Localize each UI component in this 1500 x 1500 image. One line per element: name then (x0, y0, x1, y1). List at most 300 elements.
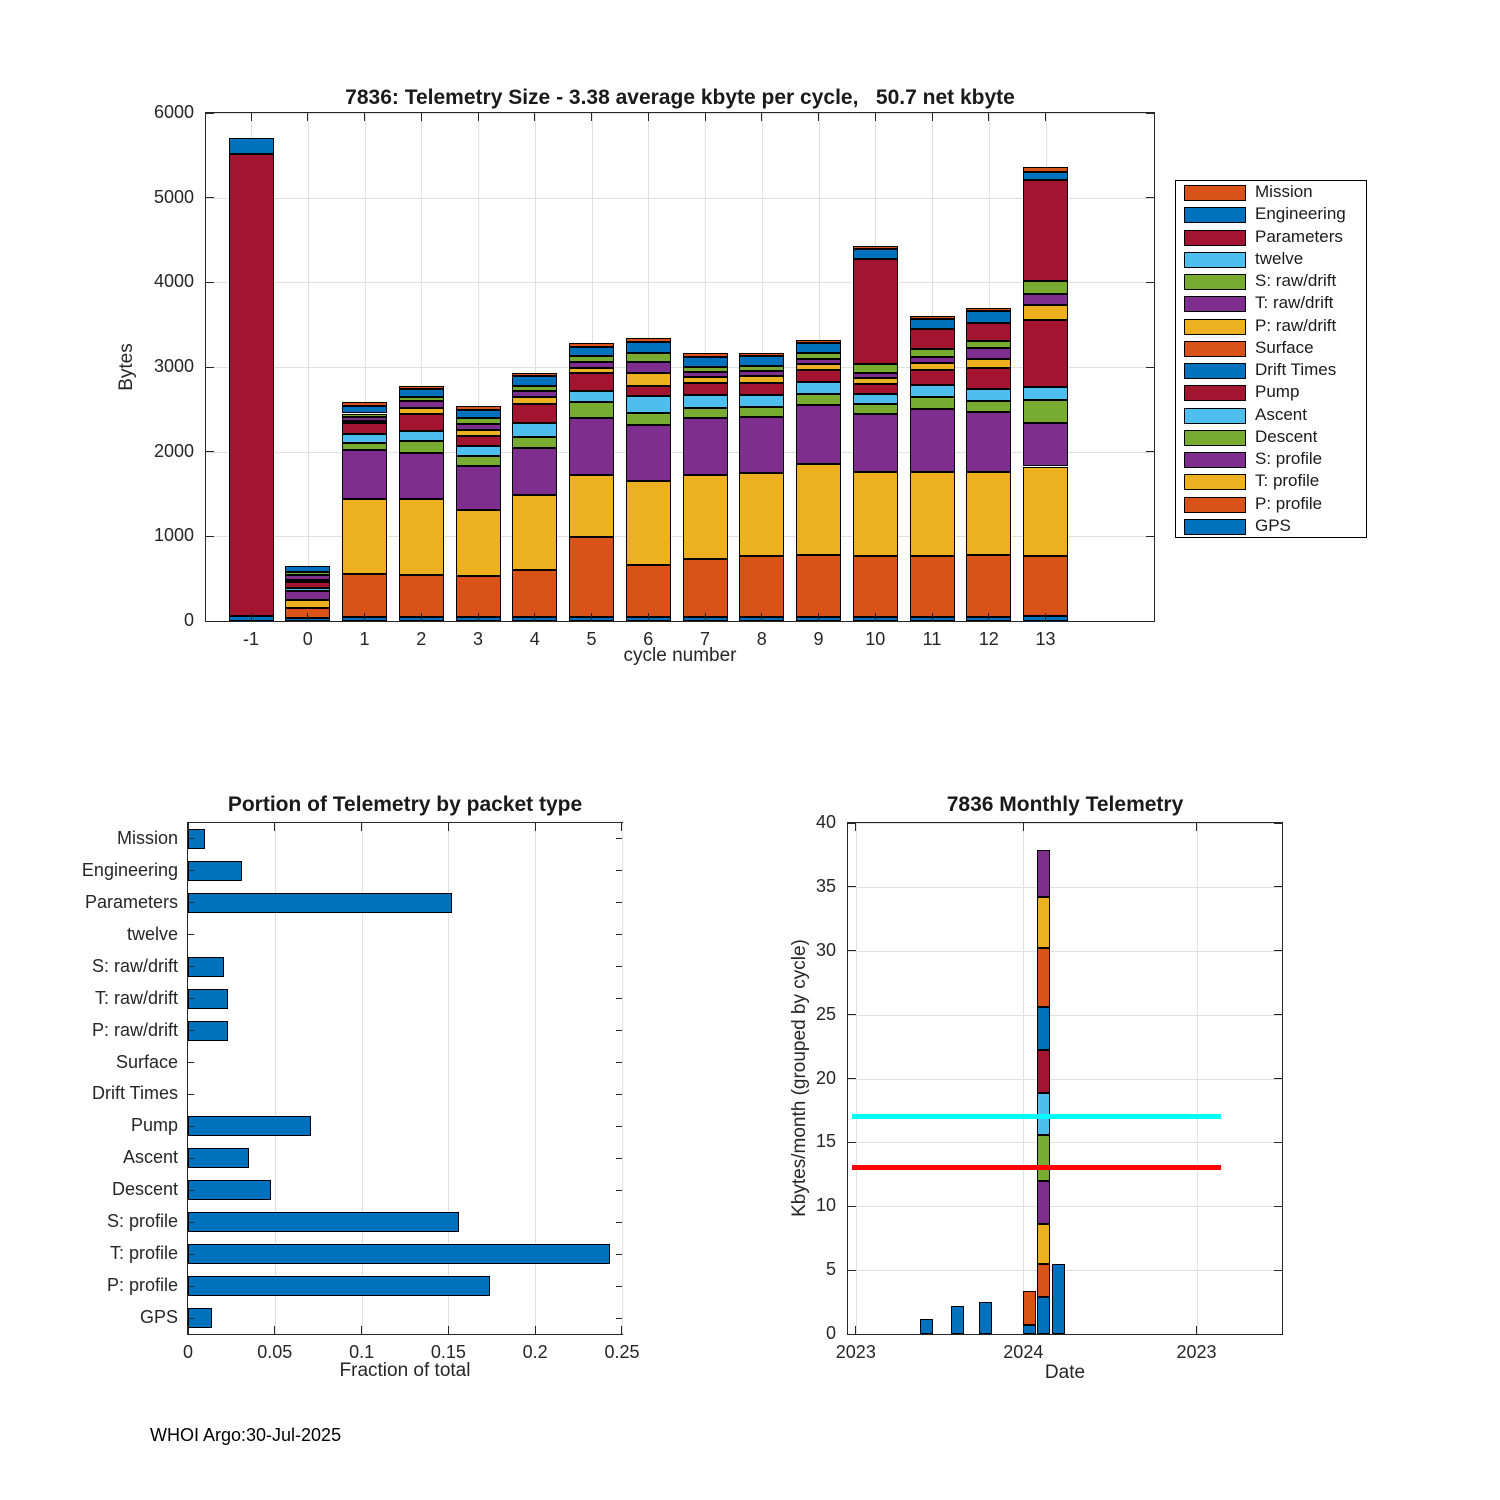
bar-segment-s-raw-drift (853, 364, 898, 372)
bar-segment-t-raw-drift (853, 373, 898, 378)
bar-segment-descent (910, 397, 955, 409)
bar-segment-descent (399, 441, 444, 454)
axis-tick (1045, 113, 1046, 121)
axis-tick (188, 823, 189, 831)
grid-line-y (848, 1079, 1282, 1080)
legend-entry (1176, 227, 1366, 249)
bar-segment-s-profile (569, 418, 614, 474)
monthly-bar-segment-gold (1037, 897, 1050, 948)
axis-tick (848, 1014, 856, 1015)
axis-tick (932, 613, 933, 621)
bar-segment-p-profile (853, 556, 898, 616)
legend-label: S: profile (1255, 449, 1323, 468)
bar-segment-s-profile (285, 591, 330, 600)
hbar-engineering (188, 861, 242, 881)
monthly-bar-segment-blue (920, 1319, 933, 1334)
bar-segment-descent (626, 413, 671, 425)
monthly-bar-segment-blue (1052, 1264, 1065, 1334)
axis-tick (188, 1158, 194, 1159)
bar-segment-s-profile (739, 417, 784, 472)
bar-segment-t-raw-drift (683, 372, 728, 377)
bar-segment-s-raw-drift (910, 349, 955, 357)
bar-segment-s-raw-drift (626, 353, 671, 361)
x-tick-label: 0 (182, 1342, 193, 1362)
bar-segment-mission (456, 406, 501, 409)
bar-segment-mission (342, 402, 387, 406)
bar-segment-engineering (399, 389, 444, 397)
axis-tick (361, 1326, 362, 1334)
category-label: Engineering (81, 859, 178, 880)
bar-segment-s-profile (456, 466, 501, 510)
bar-segment-p-profile (512, 570, 557, 617)
axis-tick (188, 838, 194, 839)
axis-tick (206, 197, 214, 198)
axis-tick (848, 1206, 856, 1207)
monthly-bar-segment-purple (1037, 850, 1050, 897)
bar-segment-engineering (456, 410, 501, 419)
axis-tick (188, 870, 194, 871)
bar-segment-t-raw-drift (285, 575, 330, 579)
bar-segment-pump (683, 383, 728, 395)
y-tick-label: 6000 (153, 102, 194, 122)
bar-segment-ascent (626, 396, 671, 413)
bar-segment-pump (569, 373, 614, 391)
axis-tick (616, 998, 622, 999)
bar-segment-p-profile (910, 556, 955, 617)
axis-tick (616, 1190, 622, 1191)
bar-segment-p-profile (739, 556, 784, 616)
axis-tick (421, 113, 422, 121)
axis-tick (616, 1286, 622, 1287)
category-label: GPS (139, 1307, 178, 1328)
bar-segment-t-raw-drift (342, 417, 387, 421)
bar-segment-ascent (683, 395, 728, 408)
axis-tick (1146, 113, 1154, 114)
bar-segment-s-profile (342, 450, 387, 499)
x-tick-label: 8 (756, 629, 767, 649)
x-axis-label-date: Date (1044, 1362, 1086, 1383)
legend-entry (1176, 271, 1366, 293)
monthly-bar-segment-blue (1023, 1325, 1036, 1334)
bar-segment-pump (399, 414, 444, 431)
bar-segment-descent (966, 401, 1011, 413)
bar-segment-p-profile (342, 574, 387, 617)
legend-label: P: profile (1255, 493, 1323, 513)
bar-segment-parameters (1023, 180, 1068, 281)
legend-entry (1176, 494, 1366, 516)
bar-segment-ascent (910, 385, 955, 397)
legend-entry (1176, 249, 1366, 271)
bar-segment-t-raw-drift (966, 348, 1011, 360)
x-tick-label: 1 (359, 629, 370, 649)
x-tick-label: 0 (302, 629, 313, 649)
bar-segment-descent (342, 443, 387, 450)
y-tick-label: 0 (825, 1323, 836, 1343)
bar-segment-pump (966, 368, 1011, 389)
y-axis-label-bytes: Bytes (116, 343, 137, 391)
bar-segment-s-profile (683, 418, 728, 474)
axis-tick (188, 1254, 194, 1255)
hbar-descent (188, 1180, 271, 1200)
legend-swatch-green (1184, 430, 1246, 446)
legend-label: S: raw/drift (1255, 271, 1337, 290)
axis-tick (761, 613, 762, 621)
bar-segment-descent (1023, 400, 1068, 423)
bar-segment-s-profile (966, 412, 1011, 472)
x-tick-label: 13 (1035, 629, 1056, 649)
grid-line-y (206, 198, 1154, 199)
bar-segment-mission (399, 386, 444, 390)
bar-segment-mission (910, 316, 955, 319)
bar-segment-s-profile (796, 405, 841, 464)
category-label: P: raw/drift (91, 1019, 178, 1040)
axis-tick (1196, 1326, 1197, 1334)
x-tick-label: 7 (699, 629, 710, 649)
grid-line-y (848, 1015, 1282, 1016)
axis-tick (616, 1094, 622, 1095)
bar-segment-pump (910, 370, 955, 385)
bar-segment-t-raw-drift (512, 391, 557, 397)
category-label: T: raw/drift (94, 987, 178, 1008)
legend-swatch-blue (1184, 207, 1246, 223)
legend-swatch-gold (1184, 319, 1246, 335)
legend-label: Mission (1255, 182, 1313, 201)
legend-swatch-gold (1184, 474, 1246, 490)
axis-tick (616, 1318, 622, 1319)
y-tick-label: 40 (815, 812, 836, 832)
bar-segment-parameters (229, 154, 274, 616)
legend-swatch-darkred (1184, 230, 1246, 246)
bar-segment-engineering (285, 566, 330, 572)
axis-tick (448, 1326, 449, 1334)
bar-segment-descent (796, 394, 841, 405)
bar-segment-t-profile (399, 499, 444, 575)
axis-tick (535, 823, 536, 831)
legend-entry (1176, 338, 1366, 360)
bar-segment-t-profile (739, 473, 784, 557)
bar-segment-s-raw-drift (456, 418, 501, 424)
legend-entry (1176, 449, 1366, 471)
monthly-bar-segment-blue (951, 1306, 964, 1334)
axis-tick (1274, 823, 1282, 824)
bar-segment-t-raw-drift (456, 424, 501, 430)
legend-entry (1176, 382, 1366, 404)
bar-segment-s-raw-drift (512, 386, 557, 391)
x-tick-label: 0.05 (257, 1342, 293, 1362)
bar-segment-p-raw-drift (569, 368, 614, 374)
bar-segment-t-profile (569, 475, 614, 538)
axis-tick (616, 1222, 622, 1223)
monthly-bar-segment-blue (979, 1302, 992, 1334)
bar-segment-t-profile (910, 472, 955, 556)
axis-tick (1274, 1142, 1282, 1143)
legend-label: T: raw/drift (1255, 293, 1334, 313)
legend-swatch-lightblue (1184, 408, 1246, 424)
y-tick-label: 2000 (153, 440, 194, 461)
axis-tick (206, 451, 214, 452)
bar-segment-mission (966, 308, 1011, 311)
chart-title-portion: Portion of Telemetry by packet type (227, 793, 583, 816)
bar-segment-p-raw-drift (626, 373, 671, 386)
legend-entry (1176, 182, 1366, 204)
monthly-bar-segment-purple (1037, 1181, 1050, 1224)
monthly-bar-segment-gold (1037, 1224, 1050, 1264)
axis-tick (188, 1094, 194, 1095)
x-tick-label: -1 (242, 629, 259, 649)
bar-segment-ascent (853, 394, 898, 404)
bar-segment-pump (853, 384, 898, 394)
axis-tick (848, 950, 856, 951)
bar-segment-s-raw-drift (285, 572, 330, 576)
axis-tick (616, 934, 622, 935)
legend-entry (1176, 471, 1366, 493)
bar-segment-s-profile (512, 448, 557, 494)
bar-segment-ascent (399, 431, 444, 441)
legend-entry (1176, 516, 1366, 538)
category-label: Mission (116, 827, 178, 848)
bar-segment-parameters (966, 323, 1011, 342)
bar-segment-s-raw-drift (569, 356, 614, 362)
monthly-bar-segment-orange (1023, 1291, 1036, 1325)
legend-entry (1176, 204, 1366, 226)
bar-segment-t-profile (966, 472, 1011, 555)
y-tick-label: 0 (183, 610, 194, 630)
bar-segment-ascent (739, 395, 784, 407)
monthly-bar-segment-orange (1037, 948, 1050, 1007)
bar-segment-engineering (512, 376, 557, 386)
axis-tick (188, 1286, 194, 1287)
bar-segment-t-profile (626, 481, 671, 564)
bar-segment-parameters (910, 329, 955, 349)
y-tick-label: 25 (815, 1003, 836, 1024)
axis-tick (648, 113, 649, 121)
x-tick-label: 4 (529, 629, 540, 649)
bar-segment-s-profile (626, 425, 671, 481)
axis-tick (478, 613, 479, 621)
axis-tick (274, 823, 275, 831)
bar-segment-s-raw-drift (1023, 281, 1068, 294)
bar-segment-pump (1023, 320, 1068, 386)
x-tick-label: 11 (922, 629, 942, 649)
grid-line-y (848, 823, 1282, 824)
bar-segment-t-profile (853, 472, 898, 557)
axis-tick (1146, 451, 1154, 452)
axis-tick (932, 113, 933, 121)
bar-segment-descent (456, 456, 501, 466)
bar-segment-engineering (1023, 172, 1068, 180)
bar-segment-p-profile (796, 555, 841, 616)
axis-tick (848, 1078, 856, 1079)
bar-segment-t-profile (512, 495, 557, 570)
bar-segment-engineering (342, 406, 387, 413)
x-tick-label: 0.25 (604, 1342, 640, 1362)
bar-segment-ascent (342, 434, 387, 443)
axis-tick (818, 113, 819, 121)
grid-line-x (308, 113, 309, 621)
axis-tick (616, 1030, 622, 1031)
x-tick-label: 0.1 (349, 1342, 375, 1362)
axis-tick (251, 113, 252, 121)
axis-tick (1274, 886, 1282, 887)
axis-tick (188, 1190, 194, 1191)
category-label: Ascent (122, 1147, 178, 1168)
y-tick-label: 5 (825, 1259, 836, 1280)
bar-segment-mission (683, 353, 728, 356)
bar-segment-t-profile (1023, 467, 1068, 557)
x-tick-label: 0.2 (522, 1342, 548, 1362)
bar-segment-t-raw-drift (399, 401, 444, 408)
bar-segment-t-raw-drift (569, 362, 614, 368)
bar-segment-s-profile (399, 453, 444, 498)
axis-tick (616, 1158, 622, 1159)
legend-label: Descent (1255, 426, 1318, 446)
bar-segment-ascent (966, 389, 1011, 401)
bar-segment-mission (796, 340, 841, 343)
axis-tick (448, 823, 449, 831)
legend-label: GPS (1255, 515, 1291, 535)
axis-tick (1274, 1078, 1282, 1079)
bar-segment-p-raw-drift (683, 377, 728, 384)
legend-entry (1176, 427, 1366, 449)
axis-tick (616, 1062, 622, 1063)
bar-segment-t-profile (683, 475, 728, 560)
bar-segment-ascent (512, 423, 557, 436)
axis-tick (591, 613, 592, 621)
bar-segment-ascent (285, 588, 330, 592)
bar-segment-engineering (229, 138, 274, 154)
bar-segment-s-profile (853, 414, 898, 472)
axis-tick (364, 613, 365, 621)
grid-line-y (206, 282, 1154, 283)
legend-swatch-darkred (1184, 385, 1246, 401)
axis-tick (591, 113, 592, 121)
axis-tick (848, 1142, 856, 1143)
axis-tick (535, 1326, 536, 1334)
monthly-bar-segment-green (1037, 1135, 1050, 1181)
axis-tick (855, 823, 856, 831)
legend-label: P: raw/drift (1255, 315, 1337, 335)
category-label: twelve (126, 923, 178, 944)
grid-line-y (848, 951, 1282, 952)
x-tick-label: 2024 (1003, 1342, 1044, 1362)
grid-line-x (1197, 823, 1198, 1334)
axis-tick (1274, 1270, 1282, 1271)
axis-tick (188, 1062, 194, 1063)
grid-line-y (848, 887, 1282, 888)
axis-tick (1023, 823, 1024, 831)
bar-segment-engineering (966, 311, 1011, 323)
x-tick-label: 2 (416, 629, 427, 649)
legend-label: T: profile (1255, 471, 1320, 491)
bar-segment-s-raw-drift (796, 353, 841, 359)
monthly-plot-area (815, 812, 1283, 1362)
bar-segment-descent (683, 408, 728, 418)
monthly-bar-segment-darkred (1037, 1050, 1050, 1092)
axis-tick (616, 966, 622, 967)
y-tick-label: 30 (815, 939, 836, 960)
grid-line-y (206, 367, 1154, 368)
bar-segment-pump (796, 370, 841, 382)
legend-entry (1176, 360, 1366, 382)
y-tick-label: 3000 (153, 356, 194, 376)
bar-segment-descent (739, 407, 784, 417)
bar-segment-t-profile (796, 464, 841, 555)
axis-tick (206, 621, 214, 622)
bar-segment-t-raw-drift (626, 362, 671, 373)
bar-segment-p-raw-drift (796, 364, 841, 370)
hbar-ascent (188, 1148, 249, 1168)
axis-tick (188, 934, 194, 935)
legend-swatch-lightblue (1184, 252, 1246, 268)
bar-segment-t-raw-drift (910, 357, 955, 363)
axis-tick (206, 367, 214, 368)
axis-tick (1274, 1334, 1282, 1335)
telemetry-size-plot-area (153, 102, 1155, 649)
legend-swatch-orange (1184, 497, 1246, 513)
bar-segment-engineering (626, 342, 671, 354)
chart-title-monthly: 7836 Monthly Telemetry (946, 793, 1184, 816)
axis-tick (206, 113, 214, 114)
y-tick-label: 20 (815, 1067, 836, 1088)
bar-segment-p-raw-drift (910, 363, 955, 370)
axis-tick (307, 613, 308, 621)
bar-segment-s-raw-drift (683, 367, 728, 372)
bar-segment-p-raw-drift (456, 430, 501, 436)
legend-entry (1176, 405, 1366, 427)
bar-segment-ascent (456, 446, 501, 456)
x-axis-label-cycle-number: cycle number (623, 645, 737, 666)
monthly-bar-segment-blue (1037, 1007, 1050, 1050)
axis-tick (1274, 1014, 1282, 1015)
bar-segment-descent (569, 402, 614, 418)
axis-tick (616, 1254, 622, 1255)
axis-tick (621, 823, 622, 831)
bar-segment-mission (512, 373, 557, 376)
hbar-pump (188, 1116, 311, 1136)
axis-tick (307, 113, 308, 121)
axis-tick (1146, 536, 1154, 537)
bar-segment-pump (739, 383, 784, 395)
axis-tick (534, 613, 535, 621)
axis-tick (1146, 197, 1154, 198)
bar-segment-t-profile (285, 600, 330, 608)
bar-segment-engineering (739, 356, 784, 366)
bar-segment-pump (626, 386, 671, 397)
bar-segment-p-profile (569, 537, 614, 617)
legend-swatch-purple (1184, 296, 1246, 312)
hbar-s-profile (188, 1212, 459, 1232)
footer-text: WHOI Argo:30-Jul-2025 (150, 1425, 342, 1445)
axis-tick (274, 1326, 275, 1334)
legend-swatch-purple (1184, 452, 1246, 468)
axis-tick (705, 113, 706, 121)
category-label: S: profile (106, 1211, 178, 1232)
legend-entry (1176, 293, 1366, 315)
axis-tick (188, 1030, 194, 1031)
axis-tick (188, 1326, 189, 1334)
axis-tick (761, 113, 762, 121)
x-tick-label: 9 (813, 629, 824, 649)
axis-tick (848, 886, 856, 887)
x-tick-label: 2023 (835, 1342, 876, 1362)
x-axis-label-fraction: Fraction of total (339, 1360, 471, 1381)
bar-segment-p-raw-drift (342, 421, 387, 424)
axis-tick (705, 613, 706, 621)
axis-tick (616, 870, 622, 871)
bar-segment-p-profile (1023, 556, 1068, 616)
legend (1175, 180, 1367, 538)
reference-line-cyan (852, 1114, 1221, 1119)
